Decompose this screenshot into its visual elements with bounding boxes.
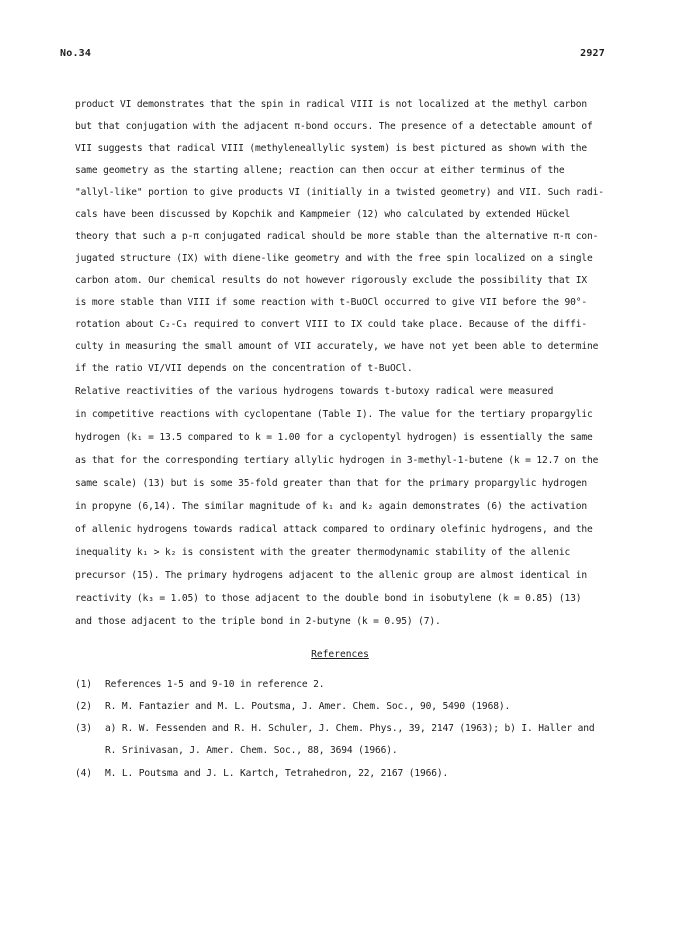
body-line: Relative reactivities of the various hydrogens towards t-butoxy radical were measured <box>75 386 554 397</box>
body-line: precursor (15). The primary hydrogens adjacent to the allenic group are almost identical in <box>75 570 587 581</box>
body-line: same geometry as the starting allene; reaction can then occur at either terminus of the <box>75 165 565 176</box>
reference-item <box>75 768 635 779</box>
body-line: is more stable than VIII if some reaction with t-BuOCl occurred to give VII before the 90°- <box>75 297 587 308</box>
references-title: References <box>311 649 369 660</box>
reference-number: (3) <box>75 723 92 734</box>
body-line: rotation about C₂-C₃ required to convert VIII to IX could take place. Because of the diffi- <box>75 319 587 330</box>
references-heading <box>0 649 680 660</box>
body-line: cals have been discussed by Kopchik and Kampmeier (12) who calculated by extended Hückel <box>75 209 571 220</box>
body-line: hydrogen (k₁ = 13.5 compared to k = 1.00 for a cyclopentyl hydrogen) is essentially the same <box>75 432 593 443</box>
body-line: product VI demonstrates that the spin in radical VIII is not localized at the methyl carbon <box>75 99 587 110</box>
issue-number: No.34 <box>60 48 92 59</box>
body-line: culty in measuring the small amount of VII accurately, we have not yet been able to determine <box>75 341 599 352</box>
reference-number: (4) <box>75 768 92 779</box>
reference-text: R. Srinivasan, J. Amer. Chem. Soc., 88, 3694 (1966). <box>105 745 398 756</box>
body-line: if the ratio VI/VII depends on the concentration of t-BuOCl. <box>75 363 413 374</box>
body-line: in competitive reactions with cyclopentane (Table I). The value for the tertiary propargylic <box>75 409 593 420</box>
reference-text: R. M. Fantazier and M. L. Poutsma, J. Amer. Chem. Soc., 90, 5490 (1968). <box>105 701 511 712</box>
reference-item <box>75 701 635 712</box>
body-line: VII suggests that radical VIII (methyleneallylic system) is best pictured as shown with the <box>75 143 587 154</box>
body-line: as that for the corresponding tertiary allylic hydrogen in 3-methyl-1-butene (k = 12.7 on the <box>75 455 599 466</box>
reference-text: M. L. Poutsma and J. L. Kartch, Tetrahedron, 22, 2167 (1966). <box>105 768 449 779</box>
reference-item <box>75 745 635 756</box>
body-line: inequality k₁ > k₂ is consistent with the greater thermodynamic stability of the allenic <box>75 547 571 558</box>
page-number: 2927 <box>580 48 605 59</box>
reference-text: a) R. W. Fessenden and R. H. Schuler, J. Chem. Phys., 39, 2147 (1963); b) I. Haller and <box>105 723 595 734</box>
reference-number: (2) <box>75 701 92 712</box>
body-line: "allyl-like" portion to give products VI (initially in a twisted geometry) and VII. Such radi- <box>75 187 604 198</box>
body-line: theory that such a p-π conjugated radical should be more stable than the alternative π-π con- <box>75 231 599 242</box>
body-line: same scale) (13) but is some 35-fold greater than that for the primary propargylic hydrogen <box>75 478 587 489</box>
reference-number: (1) <box>75 679 92 690</box>
reference-item <box>75 723 635 734</box>
body-line: but that conjugation with the adjacent π-bond occurs. The presence of a detectable amount of <box>75 121 593 132</box>
body-line: in propyne (6,14). The similar magnitude of k₁ and k₂ again demonstrates (6) the activation <box>75 501 587 512</box>
body-line: and those adjacent to the triple bond in 2-butyne (k = 0.95) (7). <box>75 616 441 627</box>
reference-text: References 1-5 and 9-10 in reference 2. <box>105 679 325 690</box>
body-line: reactivity (k₃ = 1.05) to those adjacent to the double bond in isobutylene (k = 0.85) (13) <box>75 593 582 604</box>
body-line: carbon atom. Our chemical results do not however rigorously exclude the possibility that IX <box>75 275 587 286</box>
reference-item <box>75 679 635 690</box>
body-line: jugated structure (IX) with diene-like geometry and with the free spin localized on a single <box>75 253 593 264</box>
body-line: of allenic hydrogens towards radical attack compared to ordinary olefinic hydrogens, and the <box>75 524 593 535</box>
